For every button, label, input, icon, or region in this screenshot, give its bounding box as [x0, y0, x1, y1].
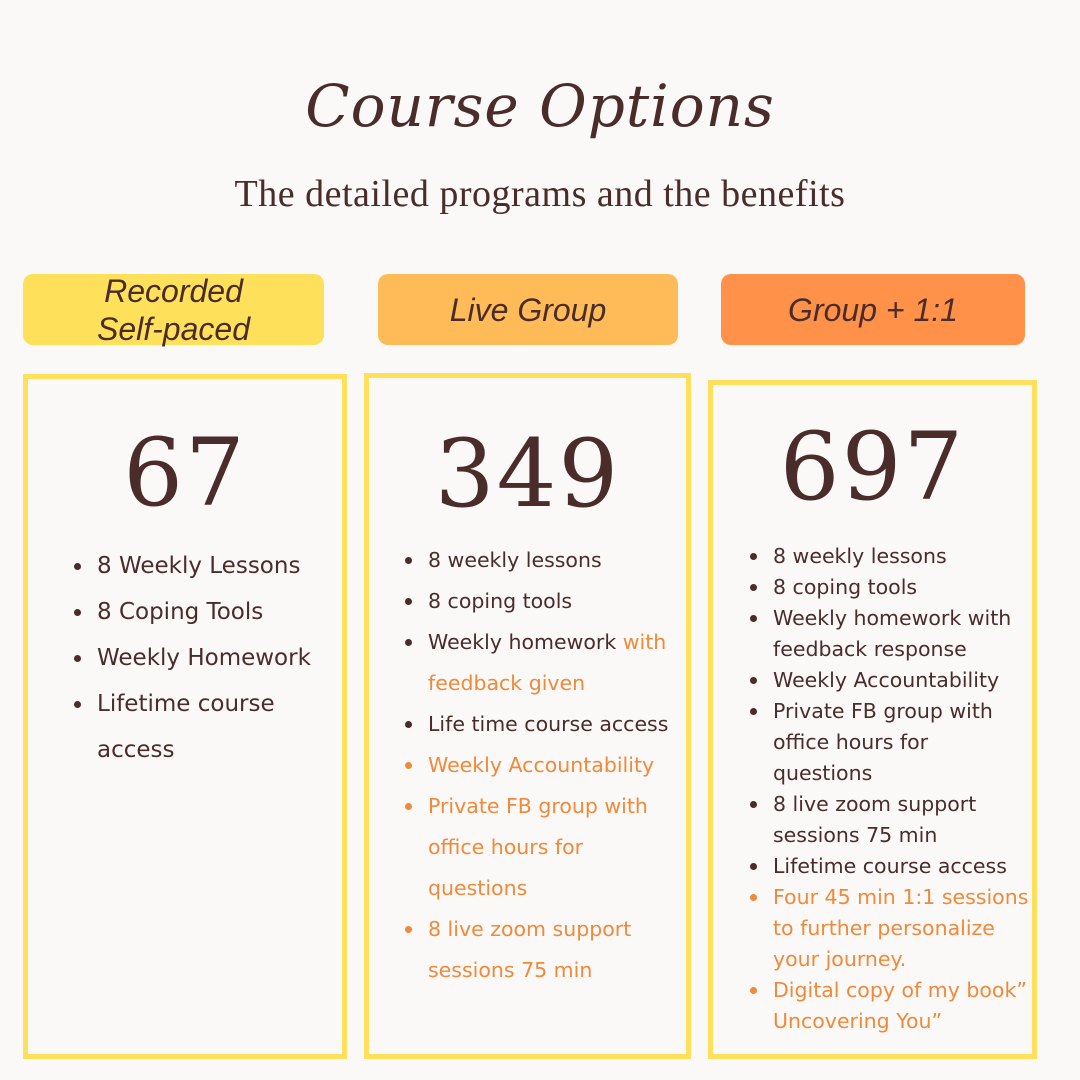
feature-text: Weekly homework — [428, 630, 617, 654]
feature-list — [749, 541, 1029, 1037]
feature-item-highlight: Digital copy of my book” Uncovering You” — [749, 975, 1029, 1037]
feature-highlight-text: with feedback given — [428, 630, 667, 695]
plan-tab-live-group[interactable] — [378, 274, 678, 345]
plan-card-live-group — [364, 373, 691, 1059]
plan-price: 67 — [123, 419, 247, 528]
feature-item: Lifetime course access — [749, 851, 1029, 882]
feature-list — [73, 543, 333, 773]
feature-item: Private FB group with office hours for questions — [749, 696, 1029, 789]
plan-tab-recorded[interactable] — [23, 274, 324, 345]
feature-item: Life time course access — [404, 704, 674, 745]
plan-tab-label-line1: Recorded — [104, 272, 243, 309]
feature-list — [404, 540, 674, 991]
feature-item-highlight: Private FB group with office hours for questions — [404, 786, 674, 909]
page-subtitle: The detailed programs and the benefits — [234, 173, 846, 215]
plan-tab-label-line2: Self-paced — [97, 310, 250, 347]
feature-item: Weekly Accountability — [749, 665, 1029, 696]
feature-item: 8 Weekly Lessons — [73, 543, 333, 589]
feature-item: 8 live zoom support sessions 75 min — [749, 789, 1029, 851]
plan-card-recorded — [23, 374, 347, 1059]
feature-item: Lifetime course access — [73, 681, 333, 773]
feature-item: Weekly homework with feedback response — [749, 603, 1029, 665]
feature-item-highlight: Four 45 min 1:1 sessions to further personalize your journey. — [749, 882, 1029, 975]
plan-tab-label: Group + 1:1 — [788, 291, 958, 328]
feature-item: 8 weekly lessons — [749, 541, 1029, 572]
feature-item — [404, 622, 674, 704]
plan-tab-label — [97, 272, 250, 348]
plan-price: 697 — [779, 413, 966, 522]
plan-price: 349 — [434, 420, 621, 529]
feature-item: 8 coping tools — [749, 572, 1029, 603]
feature-item: Weekly Homework — [73, 635, 333, 681]
feature-item-highlight: 8 live zoom support sessions 75 min — [404, 909, 674, 991]
feature-item-highlight: Weekly Accountability — [404, 745, 674, 786]
plan-tab-group-one-on-one[interactable] — [721, 274, 1025, 345]
feature-item: 8 weekly lessons — [404, 540, 674, 581]
plan-card-group-one-on-one — [708, 380, 1037, 1059]
feature-item: 8 coping tools — [404, 581, 674, 622]
plan-tab-label: Live Group — [449, 291, 607, 328]
page-title: Course Options — [305, 72, 775, 140]
feature-item: 8 Coping Tools — [73, 589, 333, 635]
